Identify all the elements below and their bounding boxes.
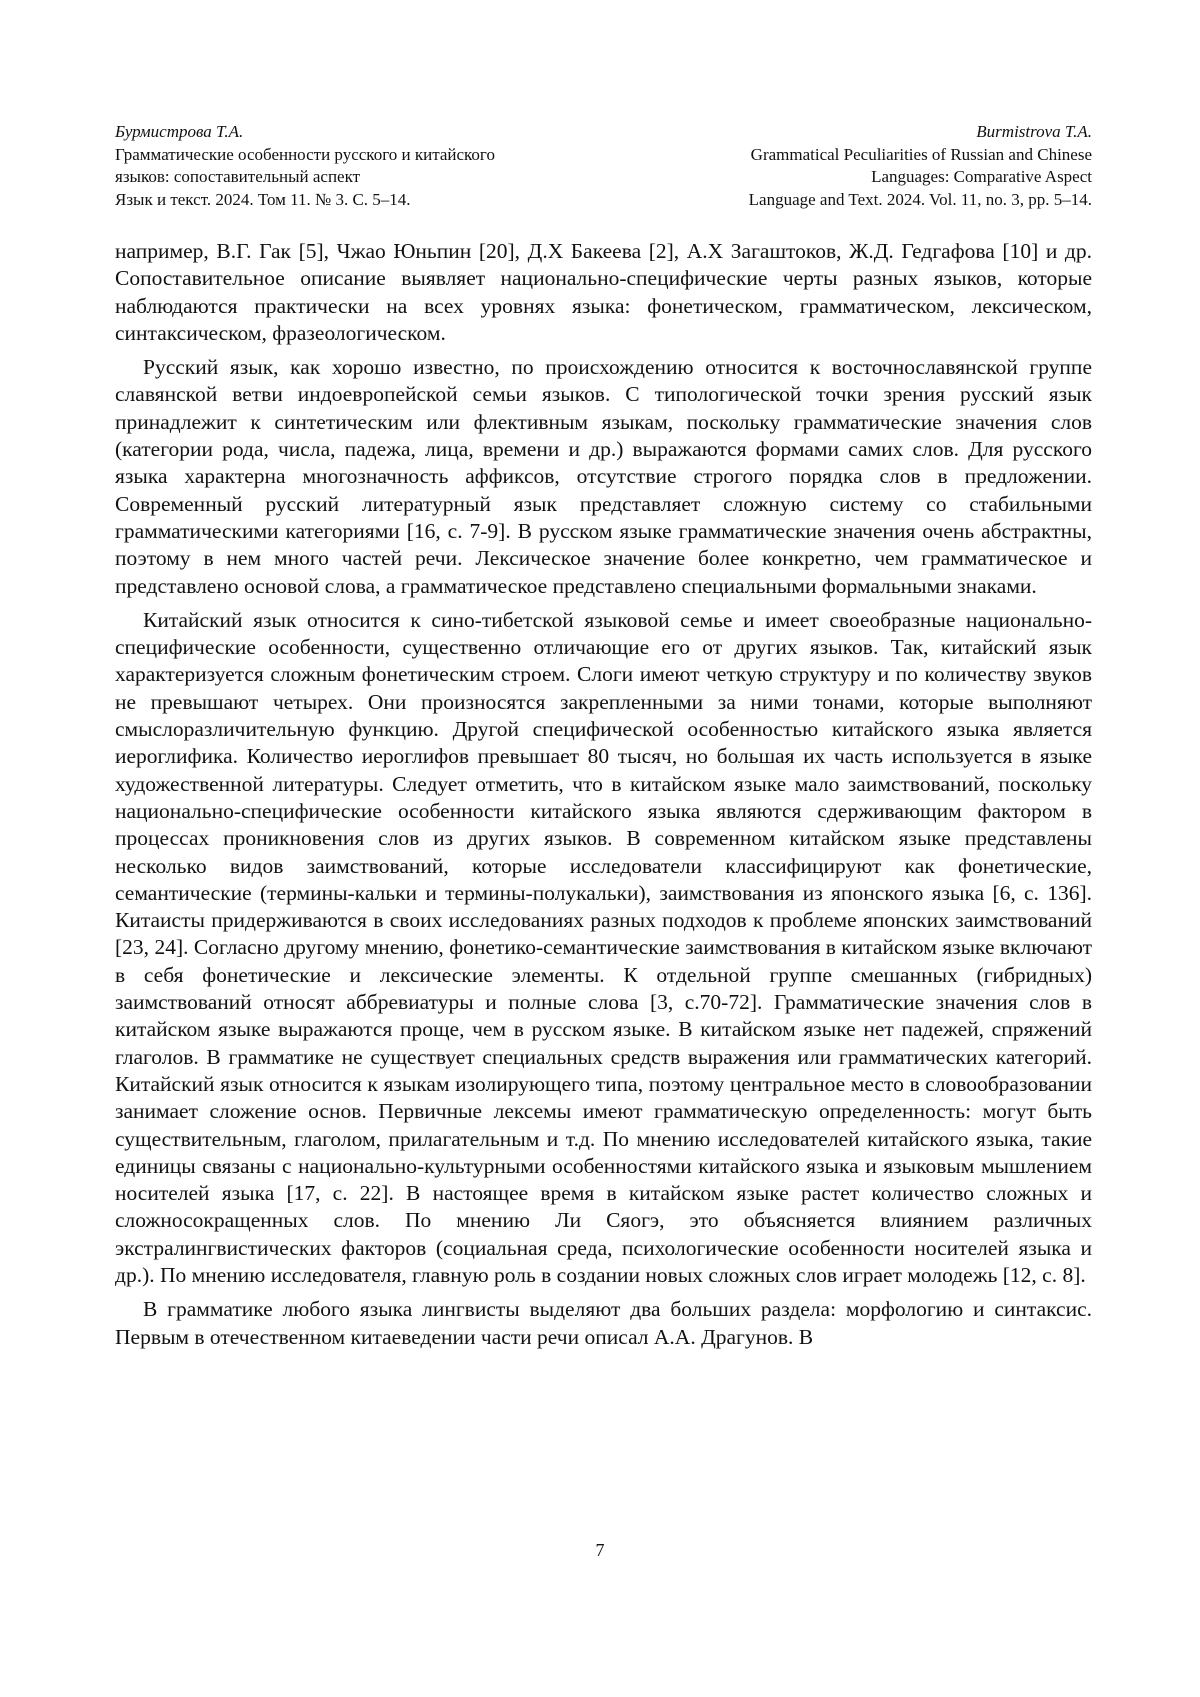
header-title-en-line2: Languages: Comparative Aspect	[871, 167, 1092, 186]
body-paragraph: Русский язык, как хорошо известно, по происхождению относится к восточнославянской группе славянской ветви индоевропейской семьи языков. С типологической точки зрения русский язык принадлежит к синтетическим или флективным языкам, поскольку грамматические значения слов (категории рода, числа, падежа, лица, времени и др.) выражаются формами самих слов. Для русского языка характерна многозначность аффиксов, отсутствие строгого порядка слов в предложении. Современный русский литературный язык представляет сложную систему со стабильными грамматическими категориями [16, с. 7-9]. В русском языке грамматические значения очень абстрактны, поэтому в нем много частей речи. Лексическое значение более конкретно, чем грамматическое и представлено основой слова, а грамматическое представлено специальными формальными знаками.	[115, 355, 1092, 598]
header-title-ru-line2: языков: сопоставительный аспект	[115, 167, 361, 186]
header-title-ru-line1: Грамматические особенности русского и китайского	[115, 144, 495, 164]
header-right-english	[749, 121, 1092, 211]
running-header	[115, 121, 1092, 211]
header-citation-ru: Язык и текст. 2024. Том 11. № 3. С. 5–14.	[115, 189, 411, 209]
body-paragraph: Китайский язык относится к сино-тибетской языковой семье и имеет своеобразные национально-специфические особенности, существенно отличающие его от других языков. Так, китайский язык характеризуется сложным фонетическим строем. Слоги имеют четкую структуру и по количеству звуков не превышают четырех. Они произносятся закрепленными за ними тонами, которые выполняют смыслоразличительную функцию. Другой специфической особенностью китайского языка является иероглифика. Количество иероглифов превышает 80 тысяч, но большая их часть используется в языке художественной литературы. Следует отметить, что в китайском языке мало заимствований, поскольку национально-специфические особенности китайского языка являются сдерживающим фактором в процессах проникновения слов из других языков. В современном китайском языке представлены несколько видов заимствований, которые исследователи классифицируют как фонетические, семантические (термины-кальки и термины-полукальки), заимствования из японского языка [6, с. 136]. Китаисты придерживаются в своих исследованиях разных подходов к проблеме японских заимствований [23, 24]. Согласно другому мнению, фонетико-семантические заимствования в китайском языке включают в себя фонетические и лексические элементы. К отдельной группе смешанных (гибридных) заимствований относят аббревиатуры и полные слова [3, с.70-72]. Грамматические значения слов в китайском языке выражаются проще, чем в русском языке. В китайском языке нет падежей, спряжений глаголов. В грамматике не существует специальных средств выражения или грамматических категорий. Китайский язык относится к языкам изолирующего типа, поэтому центральное место в словообразовании занимает сложение основ. Первичные лексемы имеют грамматическую определенность: могут быть существительным, глаголом, прилагательным и т.д. По мнению исследователей китайского языка, такие единицы связаны с национально-культурными особенностями китайского языка и языковым мышлением носителей языка [17, с. 22]. В настоящее время в китайском языке растет количество сложных и сложносокращенных слов. По мнению Ли Сяогэ, это объясняется влиянием различных экстралингвистических факторов (социальная среда, психологические особенности носителей языка и др.). По мнению исследователя, главную роль в создании новых сложных слов играет молодежь [12, с. 8].	[115, 607, 1092, 1287]
header-left-russian	[115, 121, 495, 211]
body-paragraph: например, В.Г. Гак [5], Чжао Юньпин [20], Д.Х Бакеева [2], А.Х Загаштоков, Ж.Д. Гедгафова [10] и др. Сопоставительное описание выявляет национально-специфические черты разных языков, которые наблюдаются практически на всех уровнях языка: фонетическом, грамматическом, лексическом, синтаксическом, фразеологическом.	[115, 239, 1092, 345]
article-body	[115, 238, 1092, 1358]
header-author-ru: Бурмистрова Т.А.	[115, 122, 244, 141]
body-paragraph: В грамматике любого языка лингвисты выделяют два больших раздела: морфологию и синтаксис. Первым в отечественном китаеведении части речи описал А.А. Драгунов. В	[115, 1297, 1092, 1349]
header-author-en: Burmistrova T.A.	[976, 122, 1092, 141]
page-number: 7	[595, 1540, 605, 1560]
header-title-en-line1: Grammatical Peculiarities of Russian and Chinese	[750, 144, 1092, 164]
header-citation-en: Language and Text. 2024. Vol. 11, no. 3, pp. 5–14.	[748, 189, 1092, 209]
